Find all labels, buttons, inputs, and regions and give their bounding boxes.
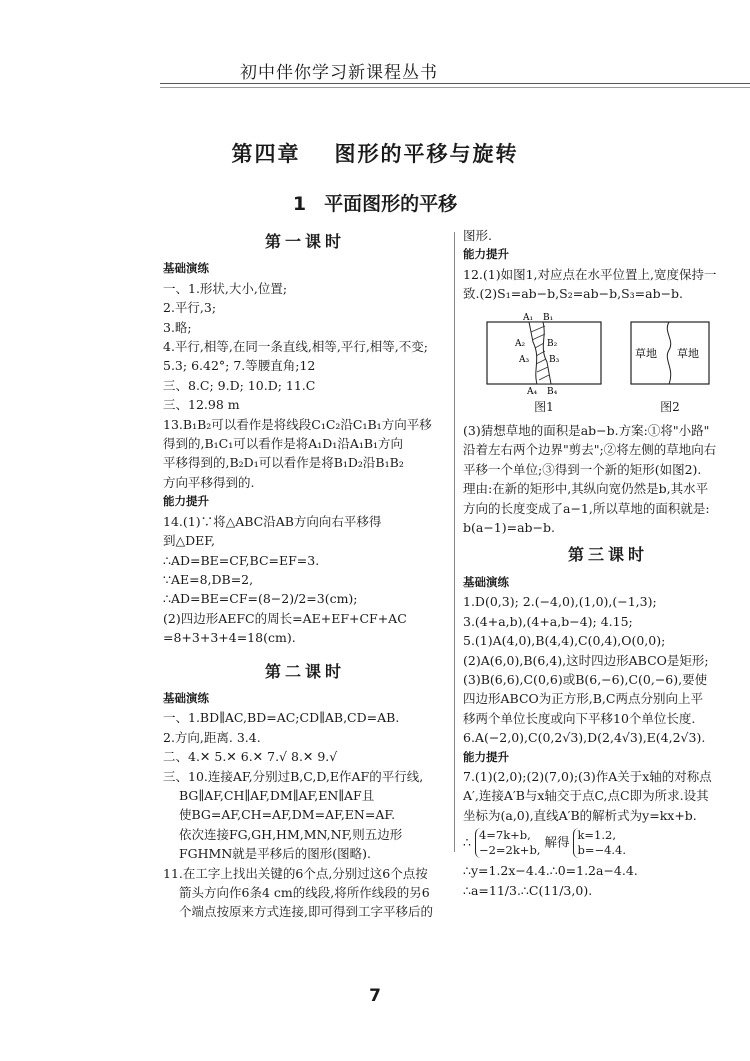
answer-line: 三、8.C; 9.D; 10.D; 11.C [163, 377, 316, 393]
answer-line: (3)猜想草地的面积是ab−b.方案:①将"小路" [463, 423, 710, 439]
answer-line: 4.平行,相等,在同一条直线,相等,平行,相等,不变; [163, 339, 428, 355]
answer-line: 平移一个单位;③得到一个新的矩形(如图2). [463, 461, 702, 477]
fig2-right-label: 草地 [677, 346, 699, 360]
fig2-left-label: 草地 [635, 346, 657, 360]
answer-line: 11.在工字上找出关键的6个点,分别过这6个点按 [163, 865, 428, 881]
column-divider [454, 232, 455, 852]
answer-line: 坐标为(a,0),直线A′B的解析式为y=kx+b. [463, 807, 697, 823]
answer-line: 3.(4+a,b),(4+a,b−4); 4.15; [463, 613, 633, 629]
answer-line: b(a−1)=ab−b. [463, 520, 556, 536]
answer-line: 6.A(−2,0),C(0,2√3),D(2,4√3),E(4,2√3). [463, 730, 706, 746]
answer-line: 14.(1)∵将△ABC沿AB方向向右平移得 [163, 513, 382, 529]
section-title [0, 189, 750, 216]
answer-line: 个端点按原来方式连接,即可得到工字平移后的 [179, 904, 433, 920]
header-rule [160, 83, 750, 88]
answer-line: 2.平行,3; [163, 300, 217, 316]
fig1-label: A₃ [519, 354, 530, 365]
chapter-number: 第四章 [231, 142, 301, 166]
section-name: 平面图形的平移 [324, 193, 458, 215]
answer-line: FGHMN就是平移后的图形(图略). [179, 846, 372, 862]
fig1-label: A₄ [527, 386, 538, 396]
system-eq: b=−4.4. [577, 843, 627, 858]
answer-line: 沿着左右两个边界"剪去";②将左侧的草地向右 [463, 442, 717, 458]
answer-line: 三、10.连接AF,分别过B,C,D,E作AF的平行线, [163, 768, 424, 784]
lesson-3-title: 第三课时 [567, 545, 648, 565]
fig1-label: A₂ [515, 338, 526, 349]
system-left [475, 828, 541, 858]
answer-line: ∴AD=BE=CF,BC=EF=3. [163, 552, 320, 568]
lesson-2-basic-answers [163, 708, 447, 921]
answer-line: 5.(1)A(4,0),B(4,4),C(0,4),O(0,0); [463, 633, 666, 649]
system-eq: 4=7k+b, [478, 828, 531, 843]
fig1-label: B₃ [549, 354, 560, 365]
fig1-label: A₁ [523, 312, 534, 323]
answer-line: BG∥AF,CH∥AF,DM∥AF,EN∥AF且 [179, 787, 375, 803]
answer-line: 得到的,B₁C₁可以看作是将A₁D₁沿A₁B₁方向 [163, 436, 404, 452]
answer-line: ∴AD=BE=CF=(8−2)/2=3(cm); [163, 591, 358, 607]
figures [485, 312, 750, 417]
answer-line: =8+3+3+4=18(cm). [163, 630, 296, 646]
lesson-1-basic-label: 基础演练 [163, 261, 209, 276]
answer-line: ∴y=1.2x−4.4.∴0=1.2a−4.4. [463, 863, 638, 879]
answer-line: 13.B₁B₂可以看作是将线段C₁C₂沿C₁B₁方向平移 [163, 416, 432, 432]
series-header: 初中伴你学习新课程丛书 [240, 63, 438, 83]
section-number: 1 [292, 193, 307, 215]
answer-line: 致.(2)S₁=ab−b,S₂=ab−b,S₃=ab−b. [463, 286, 684, 302]
right-column [463, 226, 750, 900]
lesson-3-basic-label: 基础演练 [463, 574, 509, 589]
answer-line: 平移得到的,B₂D₁可以看作是将B₁D₂沿B₁B₂ [163, 455, 404, 471]
lesson-3-ability-label: 能力提升 [463, 749, 509, 764]
answer-line: 1.D(0,3); 2.(−4,0),(1,0),(−1,3); [463, 594, 657, 610]
answer-line: 3.略; [163, 319, 192, 335]
answer-line: 方向的长度变成了a−1,所以草地的面积就是: [463, 500, 710, 516]
lesson-1-basic-answers [163, 279, 447, 492]
lesson-2-title: 第二课时 [264, 661, 345, 681]
system-eq: −2=2k+b, [478, 843, 541, 858]
system-right [573, 828, 626, 858]
answer-line: 四边形ABCO为正方形,B,C两点分别向上平 [463, 691, 703, 707]
continued-line: 图形. [463, 228, 492, 243]
fig1-label: B₂ [547, 338, 558, 349]
figure-2-caption: 图2 [660, 399, 680, 414]
system-eq: k=1.2, [577, 828, 617, 843]
answer-line: 方向平移得到的. [163, 474, 255, 490]
therefore-symbol: ∴ [463, 834, 471, 850]
answer-line: 二、4.✕ 5.✕ 6.✕ 7.√ 8.✕ 9.√ [163, 749, 338, 765]
lesson-2-basic-label: 基础演练 [163, 690, 209, 705]
answer-line: 2.方向,距离. 3.4. [163, 729, 261, 745]
answer-line: 箭头方向作6条4 cm的线段,将所作线段的另6 [179, 885, 430, 900]
answer-line: 5.3; 6.42°; 7.等腰直角;12 [163, 358, 316, 374]
chapter-title [0, 138, 750, 168]
figure-2 [629, 312, 711, 417]
equation-system [463, 828, 750, 858]
solved-label: 解得 [544, 834, 570, 850]
answer-line: 三、12.98 m [163, 397, 240, 413]
answer-line: ∵AE=8,DB=2, [163, 571, 254, 587]
fig1-label: B₄ [547, 386, 558, 396]
left-column [163, 226, 447, 922]
answer-line: 理由:在新的矩形中,其纵向宽仍然是b,其水平 [463, 481, 709, 497]
answer-line: 使BG=AF,CH=AF,DM=AF,EN=AF. [179, 807, 396, 823]
figure-1 [485, 312, 603, 417]
lesson-3-ability-answers [463, 767, 750, 900]
fig1-label: B₁ [543, 312, 554, 323]
lesson-3-basic-answers [463, 592, 750, 747]
lesson-1-ability-label: 能力提升 [163, 494, 209, 509]
figure-2-diagram [629, 312, 711, 396]
answer-line: 一、1.形状,大小,位置; [163, 280, 288, 296]
answer-line: 一、1.BD∥AC,BD=AC;CD∥AB,CD=AB. [163, 710, 400, 726]
chapter-name: 图形的平移与旋转 [334, 142, 519, 166]
answer-line: 移两个单位长度或向下平移10个单位长度. [463, 710, 696, 726]
lesson-1-title: 第一课时 [264, 232, 345, 251]
ability-label: 能力提升 [463, 247, 509, 262]
answer-line: 依次连接FG,GH,HM,MN,NF,则五边形 [179, 826, 403, 842]
answer-line: 到△DEF, [163, 533, 215, 549]
answer-line: A′,连接A′B与x轴交于点C,点C即为所求.设其 [463, 788, 709, 804]
answer-line: (2)A(6,0),B(6,4),这时四边形ABCO是矩形; [463, 652, 709, 668]
answer-line: (2)四边形AEFC的周长=AE+EF+CF+AC [163, 610, 407, 626]
answer-line: (3)B(6,6),C(0,6)或B(6,−6),C(0,−6),要使 [463, 671, 708, 687]
answer-line: 7.(1)(2,0);(2)(7,0);(3)作A关于x轴的对称点 [463, 768, 712, 784]
answer-line: 12.(1)如图1,对应点在水平位置上,宽度保持一 [463, 266, 717, 282]
figure-1-diagram [485, 312, 603, 396]
lesson-1-ability-answers [163, 512, 447, 648]
page-number: 7 [369, 986, 381, 1006]
figure-1-caption: 图1 [534, 399, 554, 414]
answer-line: ∴a=11/3.∴C(11/3,0). [463, 882, 593, 898]
